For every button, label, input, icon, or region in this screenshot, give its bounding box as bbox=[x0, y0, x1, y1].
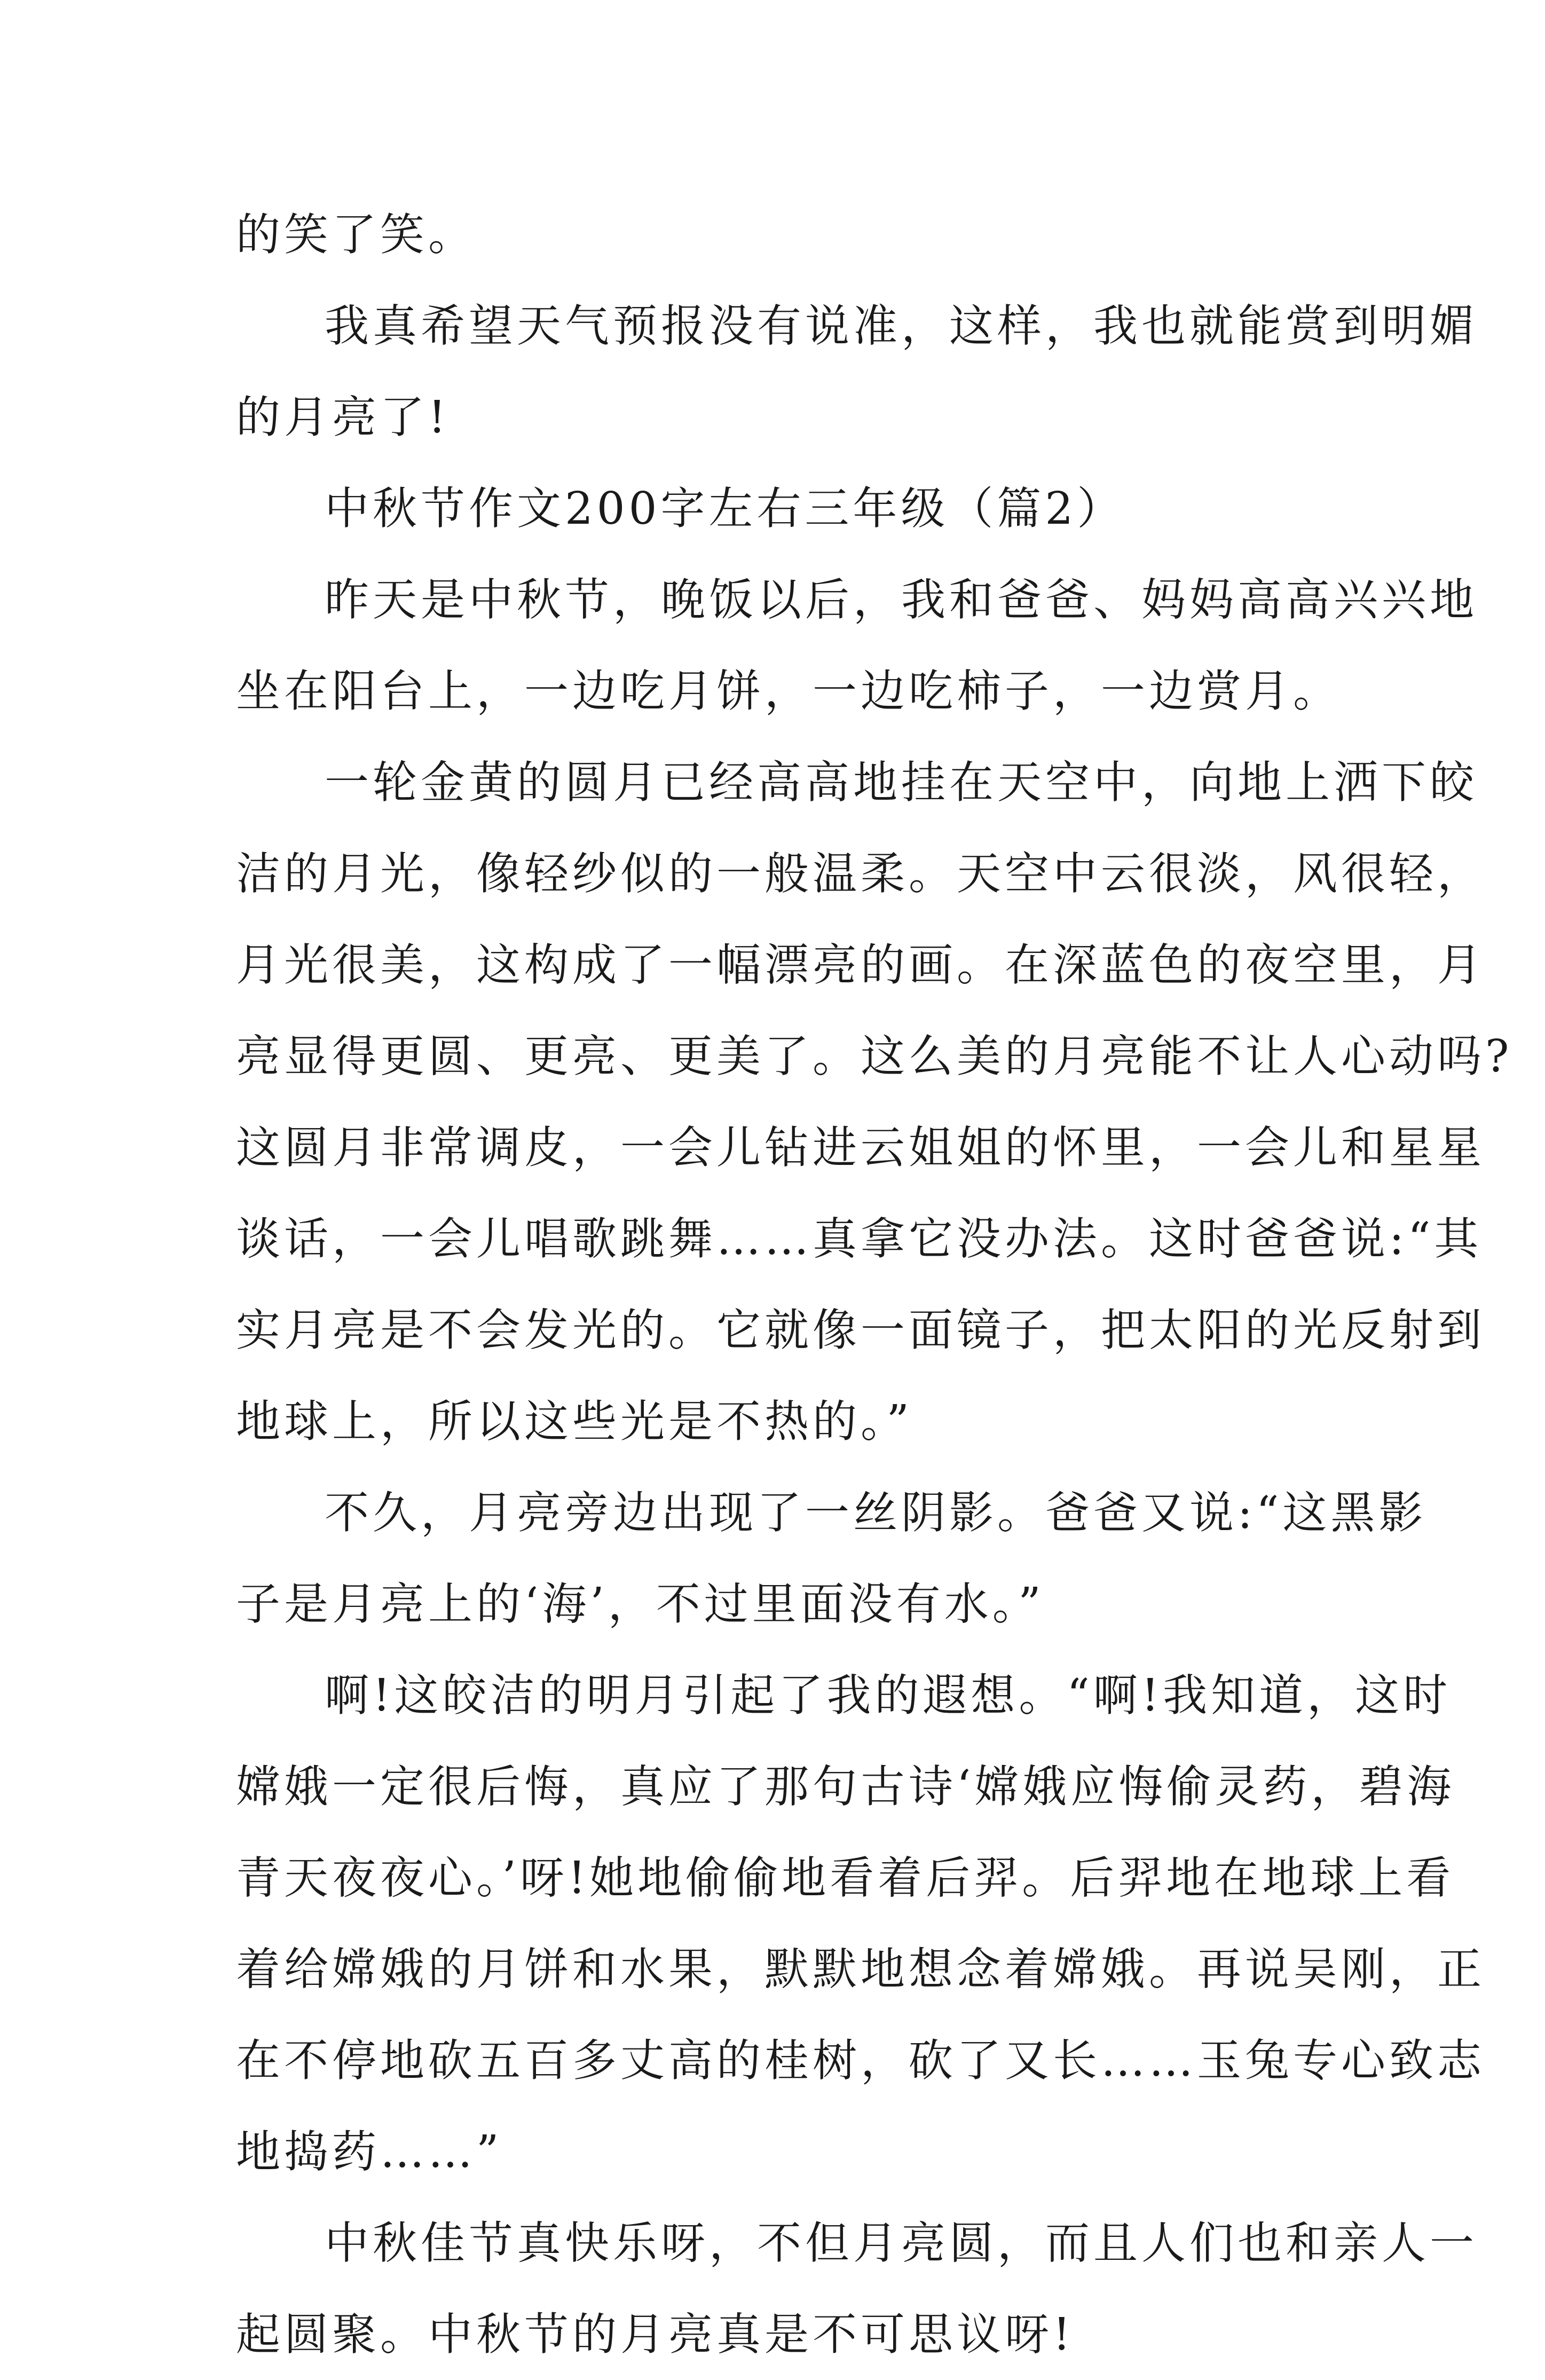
paragraph-line: 亮显得更圆、更亮、更美了。这么美的月亮能不让人心动吗? bbox=[236, 1030, 1513, 1082]
paragraph-line: 青天夜夜心。’呀!她地偷偷地看着后羿。后羿地在地球上看 bbox=[236, 1852, 1455, 1904]
document-body bbox=[236, 189, 1513, 2380]
paragraph-line: 着给嫦娥的月饼和水果，默默地想念着嫦娥。再说吴刚，正 bbox=[236, 1943, 1485, 1995]
paragraph-line: 在不停地砍五百多丈高的桂树，砍了又长……玉兔专心致志 bbox=[236, 2035, 1485, 2086]
paragraph-line: 起圆聚。中秋节的月亮真是不可思议呀! bbox=[236, 2308, 1075, 2360]
paragraph-line: 子是月亮上的‘海’，不过里面没有水。” bbox=[236, 1578, 1045, 1630]
paragraph-line: 昨天是中秋节，晚饭以后，我和爸爸、妈妈高高兴兴地 bbox=[325, 574, 1478, 626]
paragraph-line: 的笑了笑。 bbox=[236, 209, 476, 261]
paragraph-line: 地球上，所以这些光是不热的。” bbox=[236, 1396, 913, 1447]
paragraph-line: 这圆月非常调皮，一会儿钻进云姐姐的怀里，一会儿和星星 bbox=[236, 1122, 1485, 1173]
section-heading: 中秋节作文200字左右三年级（篇2） bbox=[325, 483, 1125, 534]
paragraph-line: 我真希望天气预报没有说准，这样，我也就能赏到明媚 bbox=[325, 300, 1478, 352]
paragraph-line: 嫦娥一定很后悔，真应了那句古诗‘嫦娥应悔偷灵药，碧海 bbox=[236, 1761, 1455, 1812]
paragraph-line: 谈话，一会儿唱歌跳舞……真拿它没办法。这时爸爸说:“其 bbox=[236, 1213, 1483, 1265]
paragraph-line: 的月亮了! bbox=[236, 391, 450, 443]
paragraph-line: 洁的月光，像轻纱似的一般温柔。天空中云很淡，风很轻， bbox=[236, 848, 1485, 900]
paragraph-line: 实月亮是不会发光的。它就像一面镜子，把太阳的光反射到 bbox=[236, 1304, 1485, 1356]
paragraph-line: 一轮金黄的圆月已经高高地挂在天空中，向地上洒下皎 bbox=[325, 756, 1478, 808]
paragraph-line: 不久，月亮旁边出现了一丝阴影。爸爸又说:“这黑影 bbox=[325, 1487, 1427, 1539]
paragraph-line: 啊!这皎洁的明月引起了我的遐想。“啊!我知道，这时 bbox=[325, 1669, 1452, 1721]
paragraph-line: 月光很美，这构成了一幅漂亮的画。在深蓝色的夜空里，月 bbox=[236, 939, 1485, 991]
paragraph-line: 地捣药……” bbox=[236, 2126, 503, 2178]
paragraph-line: 坐在阳台上，一边吃月饼，一边吃柿子，一边赏月。 bbox=[236, 665, 1341, 717]
paragraph-line: 中秋佳节真快乐呀，不但月亮圆，而且人们也和亲人一 bbox=[325, 2217, 1478, 2269]
